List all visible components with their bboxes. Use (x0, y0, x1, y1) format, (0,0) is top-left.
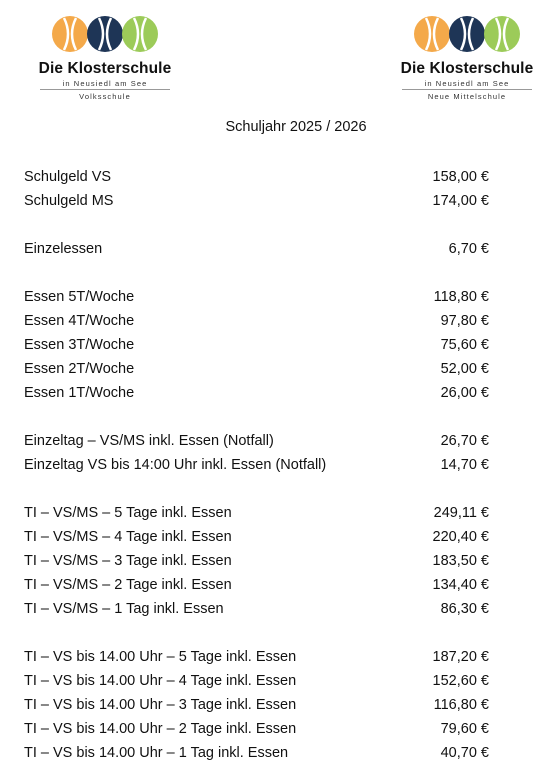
price-row (24, 333, 489, 357)
price-value: 79,60 € (440, 721, 489, 737)
logo-brand-name: Die Klosterschule (38, 60, 172, 77)
price-label: TI – VS/MS – 1 Tag inkl. Essen (24, 601, 224, 617)
price-value: 116,80 € (433, 697, 489, 713)
school-logo-volksschule (30, 12, 180, 101)
price-label: TI – VS/MS – 5 Tage inkl. Essen (24, 505, 232, 521)
price-label: TI – VS/MS – 2 Tage inkl. Essen (24, 577, 232, 593)
price-label: Essen 3T/Woche (24, 337, 135, 353)
price-value: 6,70 € (448, 241, 489, 257)
price-row (24, 597, 489, 621)
group-spacer (24, 621, 489, 645)
price-value: 26,00 € (440, 385, 489, 401)
price-label: TI – VS bis 14.00 Uhr – 4 Tage inkl. Essen (24, 673, 297, 689)
price-row (24, 165, 489, 189)
price-value: 134,40 € (432, 577, 489, 593)
page-title: Schuljahr 2025 / 2026 (225, 119, 367, 135)
logo-location: in Neusiedl am See (402, 79, 532, 90)
price-value: 14,70 € (440, 457, 489, 473)
price-row (24, 573, 489, 597)
price-row (24, 237, 489, 261)
price-value: 97,80 € (440, 313, 489, 329)
price-label: Einzeltag – VS/MS inkl. Essen (Notfall) (24, 433, 274, 449)
price-row (24, 381, 489, 405)
price-row (24, 717, 489, 741)
price-label: TI – VS bis 14.00 Uhr – 2 Tage inkl. Essen (24, 721, 297, 737)
logo-brand-name: Die Klosterschule (400, 60, 534, 77)
price-label: Essen 4T/Woche (24, 313, 135, 329)
logo-school-type: Volksschule (79, 92, 131, 101)
price-value: 40,70 € (440, 745, 489, 761)
price-value: 249,11 € (433, 505, 489, 521)
price-value: 220,40 € (432, 529, 489, 545)
price-row (24, 285, 489, 309)
group-spacer (24, 261, 489, 285)
price-row (24, 357, 489, 381)
logo-circles-icon (30, 12, 180, 58)
price-value: 75,60 € (440, 337, 489, 353)
logo-circles-icon (392, 12, 542, 58)
price-label: TI – VS bis 14.00 Uhr – 1 Tag inkl. Essen (24, 745, 289, 761)
price-row (24, 525, 489, 549)
price-label: Einzelessen (24, 241, 103, 257)
price-value: 118,80 € (433, 289, 489, 305)
price-row (24, 549, 489, 573)
price-row (24, 429, 489, 453)
price-value: 152,60 € (432, 673, 489, 689)
price-label: TI – VS bis 14.00 Uhr – 5 Tage inkl. Essen (24, 649, 297, 665)
price-label: Essen 5T/Woche (24, 289, 135, 305)
logo-location: in Neusiedl am See (40, 79, 170, 90)
price-value: 183,50 € (432, 553, 489, 569)
price-row (24, 189, 489, 213)
price-label: Schulgeld VS (24, 169, 112, 185)
price-row (24, 309, 489, 333)
price-label: Essen 1T/Woche (24, 385, 135, 401)
price-label: TI – VS/MS – 3 Tage inkl. Essen (24, 553, 232, 569)
price-label: Schulgeld MS (24, 193, 114, 209)
price-label: Einzeltag VS bis 14:00 Uhr inkl. Essen (Notfall) (24, 457, 327, 473)
price-row (24, 453, 489, 477)
price-value: 52,00 € (440, 361, 489, 377)
price-value: 174,00 € (432, 193, 489, 209)
price-value: 86,30 € (440, 601, 489, 617)
price-row (24, 693, 489, 717)
price-row (24, 741, 489, 765)
group-spacer (24, 213, 489, 237)
group-spacer (24, 477, 489, 501)
price-list (24, 165, 489, 765)
price-row (24, 669, 489, 693)
price-row (24, 645, 489, 669)
school-logo-mittelschule (392, 12, 542, 101)
group-spacer (24, 405, 489, 429)
price-value: 158,00 € (432, 169, 489, 185)
logo-school-type: Neue Mittelschule (427, 92, 507, 101)
price-value: 26,70 € (440, 433, 489, 449)
price-label: TI – VS/MS – 4 Tage inkl. Essen (24, 529, 232, 545)
price-label: Essen 2T/Woche (24, 361, 135, 377)
price-row (24, 501, 489, 525)
price-label: TI – VS bis 14.00 Uhr – 3 Tage inkl. Essen (24, 697, 297, 713)
price-value: 187,20 € (432, 649, 489, 665)
